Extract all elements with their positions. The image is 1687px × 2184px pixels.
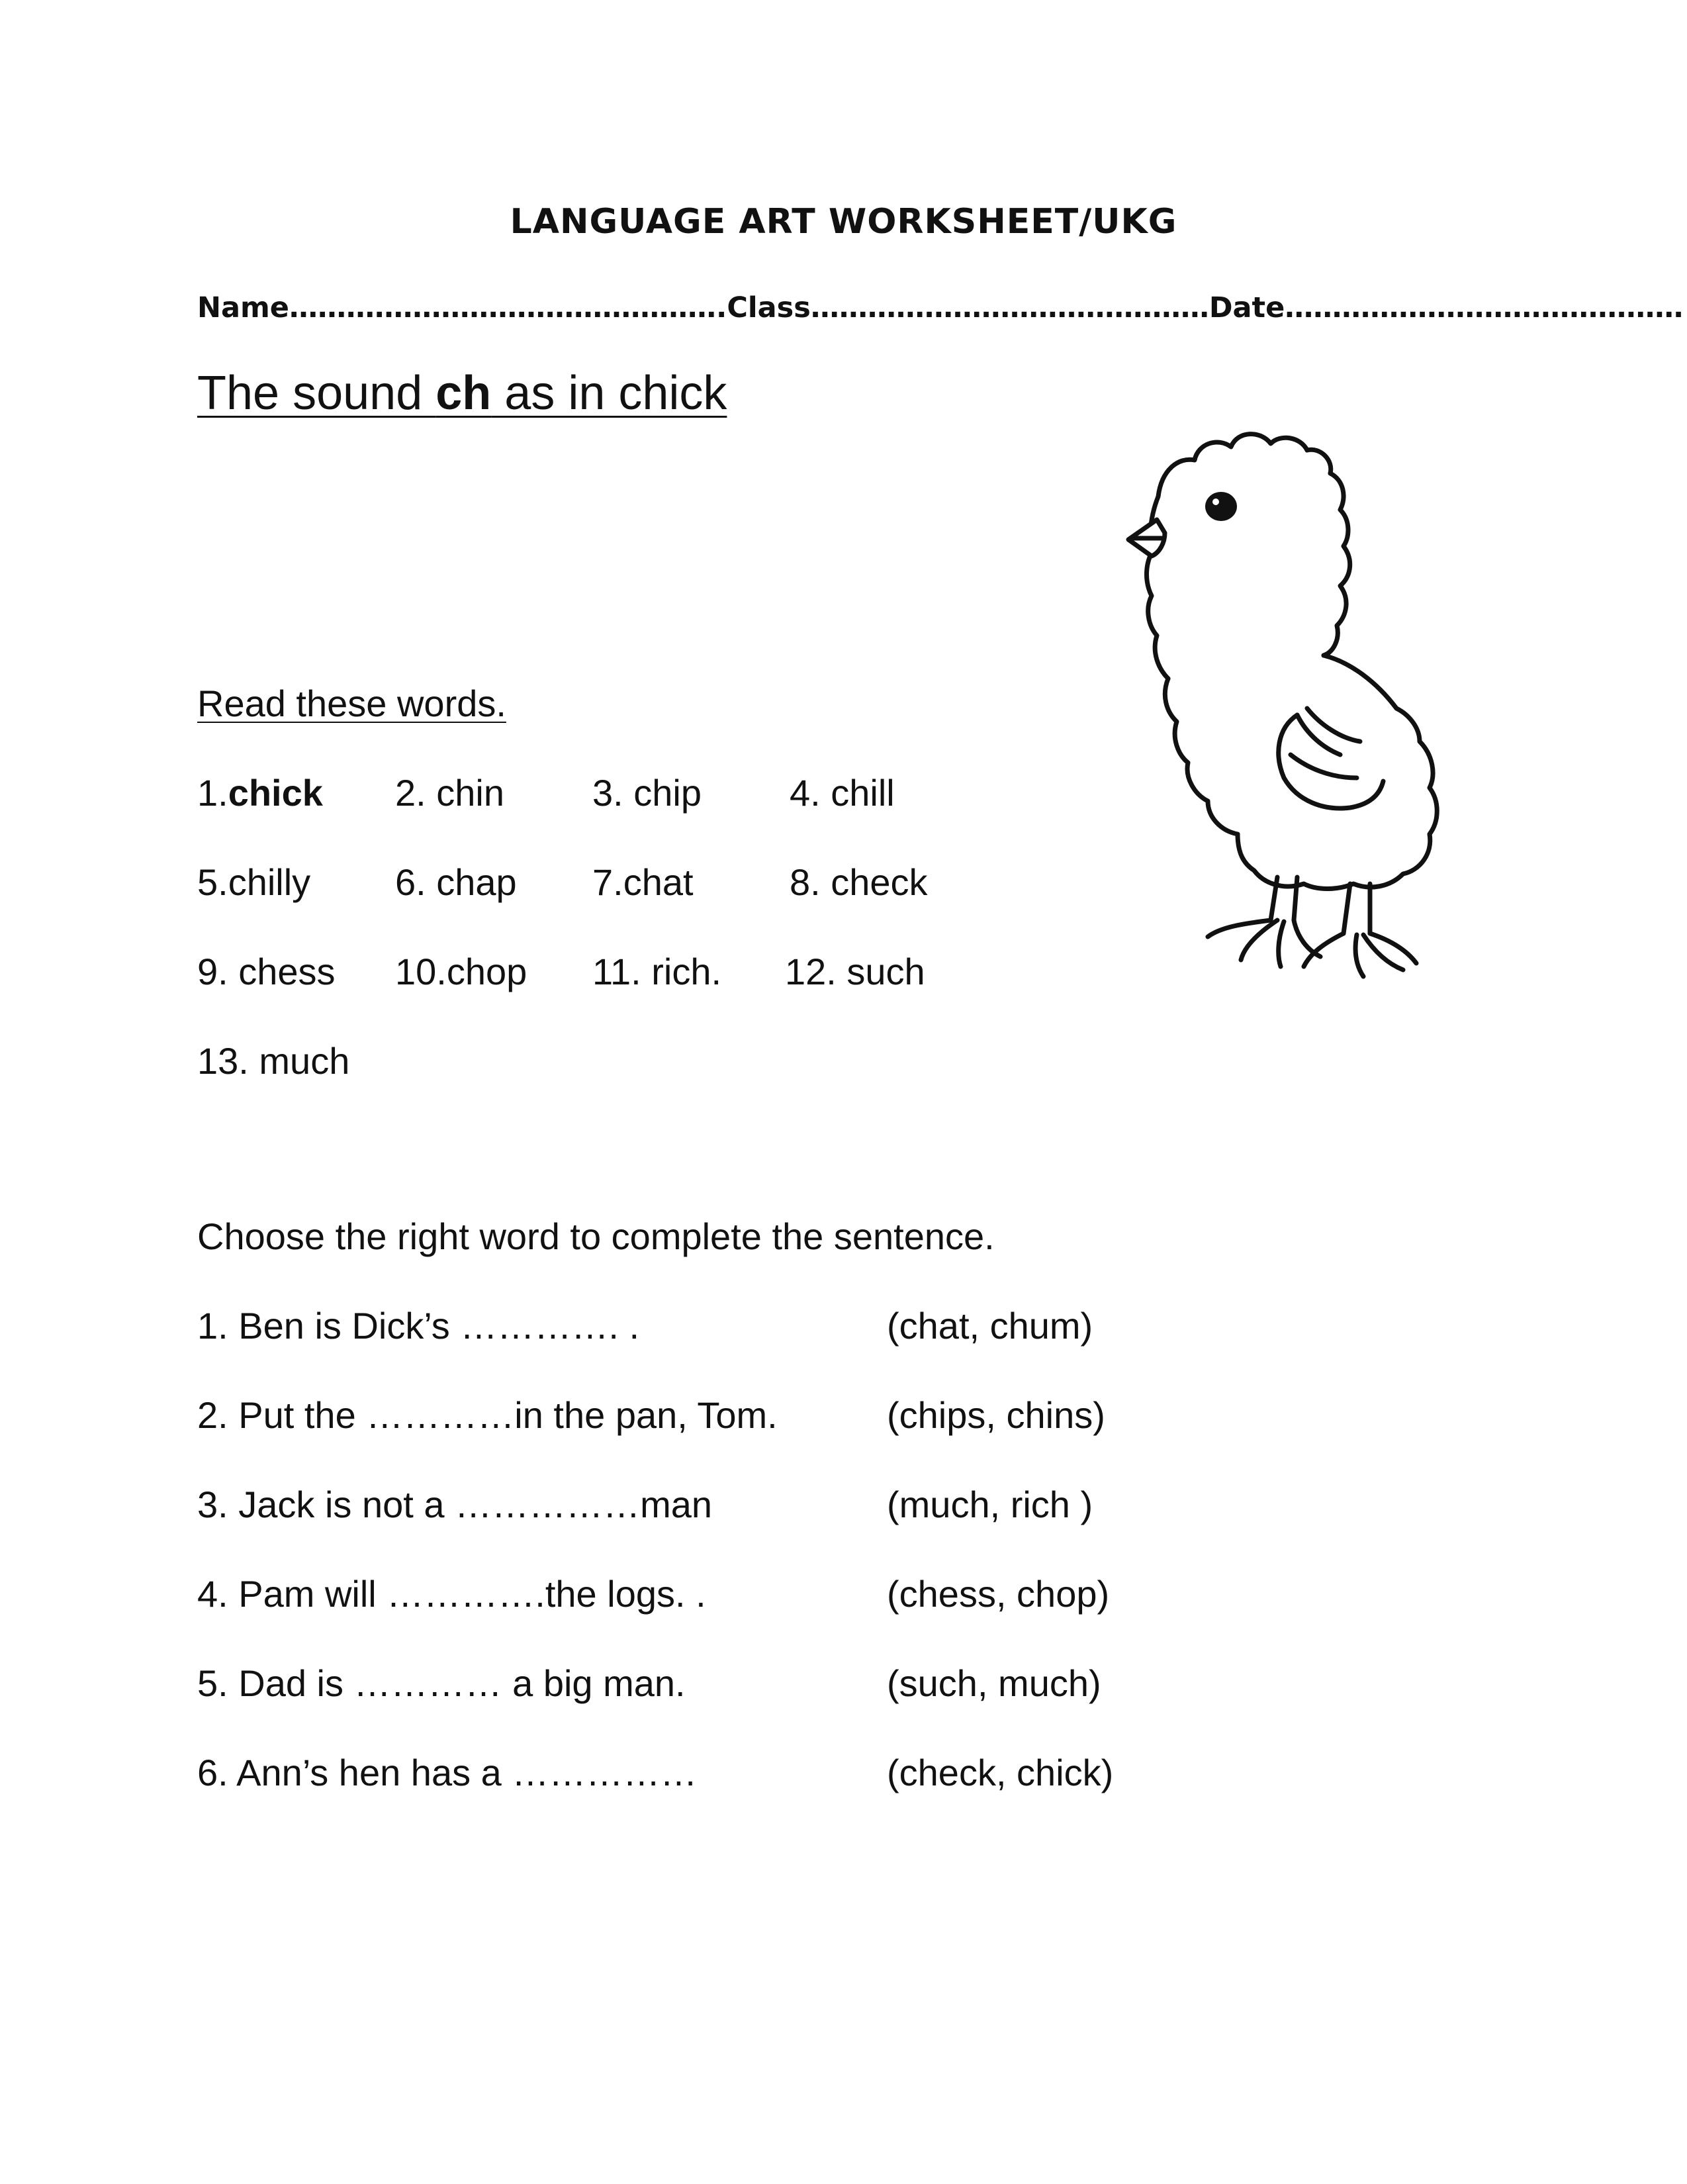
sentence-choices: (chips, chins) xyxy=(887,1394,1105,1436)
sentence-choices: (chat, chum) xyxy=(887,1305,1093,1347)
sentence-item: 4. Pam will ………….the logs. . xyxy=(197,1573,706,1615)
sentence-item: 6. Ann’s hen has a …………… xyxy=(197,1752,698,1793)
word-item: 6. chap xyxy=(395,861,517,903)
word-item: 10.chop xyxy=(395,951,527,992)
heading-prefix: The sound xyxy=(197,367,436,420)
word-item: 8. check xyxy=(790,861,928,903)
word-item: 11. rich. xyxy=(592,951,722,992)
date-blank[interactable]: …………………………………… xyxy=(1285,291,1684,324)
chick-illustration xyxy=(1079,397,1542,1006)
word-item: 5.chilly xyxy=(197,861,311,903)
sentence-choices: (check, chick) xyxy=(887,1752,1114,1793)
sentence-item: 2. Put the …………in the pan, Tom. xyxy=(197,1394,778,1436)
word-item: 7.chat xyxy=(592,861,694,903)
read-words-label: Read these words. xyxy=(197,683,506,724)
class-blank[interactable]: …………………………………… xyxy=(810,291,1209,324)
word-item xyxy=(197,771,323,814)
worksheet-title: LANGUAGE ART WORKSHEET/UKG xyxy=(510,202,1177,242)
word-item: 12. such xyxy=(785,951,925,992)
sentence-item: 5. Dad is ………… a big man. xyxy=(197,1662,686,1704)
date-label: Date xyxy=(1208,291,1285,324)
word-item: 3. chip xyxy=(592,772,702,814)
word-text: chick xyxy=(228,772,323,814)
word-item: 13. much xyxy=(197,1040,350,1082)
sentence-choices: (such, much) xyxy=(887,1662,1101,1704)
class-label: Class xyxy=(727,291,811,324)
sentence-item: 3. Jack is not a ……………man xyxy=(197,1484,713,1525)
name-label: Name xyxy=(197,291,289,324)
word-item: 9. chess xyxy=(197,951,336,992)
sentence-choices: (chess, chop) xyxy=(887,1573,1110,1615)
sentence-choices: (much, rich ) xyxy=(887,1484,1093,1525)
heading-suffix: as in chick xyxy=(491,367,727,420)
choose-instruction: Choose the right word to complete the sentence. xyxy=(197,1215,995,1257)
word-item: 2. chin xyxy=(395,772,504,814)
word-number: 1. xyxy=(197,772,228,814)
sentence-item: 1. Ben is Dick’s …………. . xyxy=(197,1305,640,1347)
word-item: 4. chill xyxy=(790,772,895,814)
student-info-row xyxy=(197,291,1684,324)
lesson-heading xyxy=(197,366,727,420)
heading-sound: ch xyxy=(435,367,492,420)
name-blank[interactable]: ………………………………………. xyxy=(289,291,727,324)
